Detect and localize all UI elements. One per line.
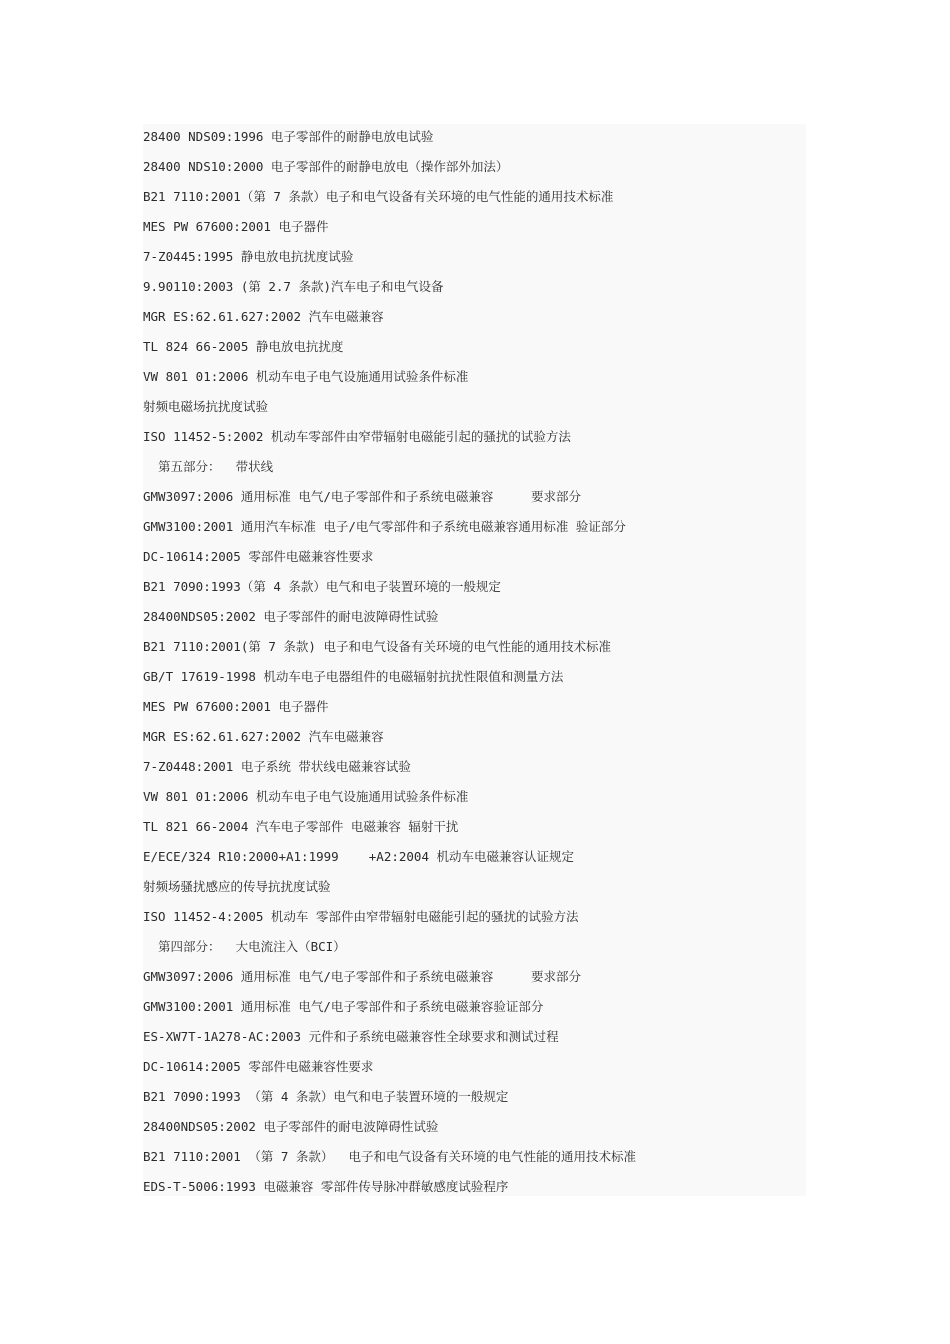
standards-list: [143, 122, 806, 1202]
standard-line: B21 7090:1993 （第 4 条款）电气和电子装置环境的一般规定: [143, 1089, 509, 1104]
standard-line: TL 821 66-2004 汽车电子零部件 电磁兼容 辐射干扰: [143, 819, 459, 834]
standard-line: B21 7110:2001 （第 7 条款） 电子和电气设备有关环境的电气性能的通用技术标准: [143, 1149, 636, 1164]
standard-line: MGR ES:62.61.627:2002 汽车电磁兼容: [143, 309, 384, 324]
standard-line: MES PW 67600:2001 电子器件: [143, 219, 329, 234]
standard-line: GMW3097:2006 通用标准 电气/电子零部件和子系统电磁兼容 要求部分: [143, 969, 582, 984]
standard-line: 28400NDS05:2002 电子零部件的耐电波障碍性试验: [143, 1119, 439, 1134]
standard-line: DC-10614:2005 零部件电磁兼容性要求: [143, 1059, 374, 1074]
standard-line: 28400 NDS10:2000 电子零部件的耐静电放电（操作部外加法）: [143, 159, 509, 174]
standard-line: GMW3100:2001 通用汽车标准 电子/电气零部件和子系统电磁兼容通用标准 验证部分: [143, 519, 626, 534]
standard-line: 第四部分： 大电流注入（BCI）: [143, 939, 346, 954]
standard-line: VW 801 01:2006 机动车电子电气设施通用试验条件标准: [143, 789, 469, 804]
standard-line: B21 7110:2001(第 7 条款) 电子和电气设备有关环境的电气性能的通用技术标准: [143, 639, 611, 654]
section-heading: 射频电磁场抗扰度试验: [143, 399, 269, 414]
standard-line: EDS-T-5006:1993 电磁兼容 零部件传导脉冲群敏感度试验程序: [143, 1179, 509, 1194]
standard-line: VW 801 01:2006 机动车电子电气设施通用试验条件标准: [143, 369, 469, 384]
standard-line: GMW3097:2006 通用标准 电气/电子零部件和子系统电磁兼容 要求部分: [143, 489, 582, 504]
standard-line: B21 7110:2001（第 7 条款）电子和电气设备有关环境的电气性能的通用技术标准: [143, 189, 614, 204]
standard-line: DC-10614:2005 零部件电磁兼容性要求: [143, 549, 374, 564]
standard-line: GB/T 17619-1998 机动车电子电器组件的电磁辐射抗扰性限值和测量方法: [143, 669, 564, 684]
standard-line: 7-Z0448:2001 电子系统 带状线电磁兼容试验: [143, 759, 411, 774]
standard-line: 7-Z0445:1995 静电放电抗扰度试验: [143, 249, 354, 264]
standard-line: 9.90110:2003 (第 2.7 条款)汽车电子和电气设备: [143, 279, 444, 294]
standard-line: 第五部分： 带状线: [143, 459, 274, 474]
standard-line: 28400 NDS09:1996 电子零部件的耐静电放电试验: [143, 129, 434, 144]
standard-line: 28400NDS05:2002 电子零部件的耐电波障碍性试验: [143, 609, 439, 624]
standard-line: ES-XW7T-1A278-AC:2003 元件和子系统电磁兼容性全球要求和测试过程: [143, 1029, 559, 1044]
standard-line: ISO 11452-4:2005 机动车 零部件由窄带辐射电磁能引起的骚扰的试验方法: [143, 909, 579, 924]
standard-line: E/ECE/324 R10:2000+A1:1999 +A2:2004 机动车电磁兼容认证规定: [143, 849, 575, 864]
section-heading: 射频场骚扰感应的传导抗扰度试验: [143, 879, 331, 894]
standard-line: MES PW 67600:2001 电子器件: [143, 699, 329, 714]
standard-line: MGR ES:62.61.627:2002 汽车电磁兼容: [143, 729, 384, 744]
standard-line: B21 7090:1993（第 4 条款）电气和电子装置环境的一般规定: [143, 579, 501, 594]
standard-line: TL 824 66-2005 静电放电抗扰度: [143, 339, 344, 354]
standard-line: ISO 11452-5:2002 机动车零部件由窄带辐射电磁能引起的骚扰的试验方法: [143, 429, 571, 444]
standard-line: GMW3100:2001 通用标准 电气/电子零部件和子系统电磁兼容验证部分: [143, 999, 544, 1014]
